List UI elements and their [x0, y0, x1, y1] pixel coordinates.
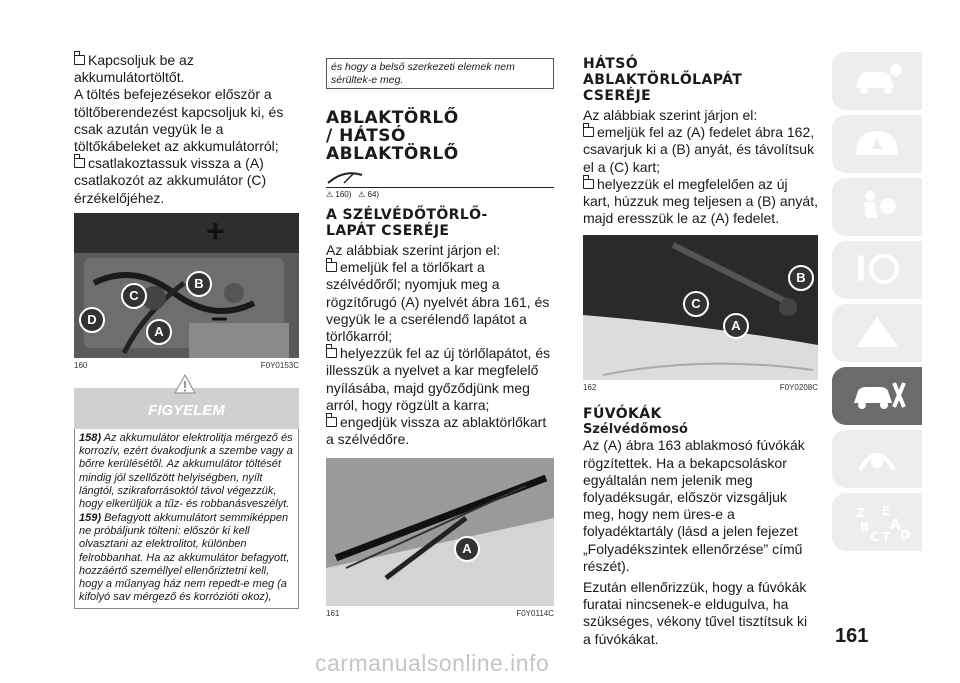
wiper-icon: [326, 167, 366, 187]
callout-a: A: [454, 536, 480, 562]
warning-triangle-icon: ⚠: [358, 190, 366, 199]
svg-text:C: C: [870, 530, 879, 543]
section-title-wipers: ABLAKTÖRLŐ / HÁTSÓ ABLAKTÖRLŐ: [326, 108, 459, 164]
svg-text:D: D: [900, 528, 910, 542]
figure-number: 161: [326, 609, 340, 619]
multimedia-icon: [852, 440, 902, 476]
column-1: [74, 52, 299, 609]
page-number: 161: [835, 625, 869, 647]
paragraph: Az (A) ábra 163 ablakmosó fúvókák rögzítettek. Ha a bekapcsoláskor egyáltalán nem jelenik meg folyadéksugár, először vizsgáljuk meg, hogy nem üres-e a folyadéktartály (lásd a jelen fejezet „Folyadékszintek ellenőrzése” című részét).: [583, 437, 805, 574]
subsection-title-washer: Szélvédőmosó: [583, 422, 688, 438]
tab-multimedia[interactable]: [832, 430, 922, 488]
figure-162-image: [583, 235, 818, 380]
callout-c: C: [121, 283, 147, 309]
figure-161-caption: [326, 609, 554, 618]
figure-number: 160: [74, 360, 88, 370]
warning-159: 159) Befagyott akkumulátort semmiképpen ne próbáljunk tölteni: először ki kell olvasztani az elektrolitot, különben felrobbanhat. Ha az akkumulátor befagyott, hozzáértő személlyel ellenőriztetni kell, hogy a műanyag ház nem repedt-e meg (a kifolyó sav mérgező és korrózióti okoz),: [79, 511, 290, 604]
continued-note: és hogy a belső szerkezeti elemek nem sérültek-e meg.: [326, 58, 554, 89]
callout-a: A: [146, 319, 172, 345]
callout-b: B: [186, 271, 212, 297]
warning-triangle-icon: ⚠: [326, 190, 334, 199]
tab-car-info[interactable]: [832, 52, 922, 110]
warning-triangle-icon: [174, 374, 196, 394]
warning-body: [74, 429, 299, 609]
reference-icons: [326, 167, 554, 188]
svg-text:Z: Z: [856, 506, 865, 520]
section-title-nozzles: FÚVÓKÁK: [583, 406, 662, 423]
step-1: emeljük fel a törlőkart a szélvédőről; nyomjuk meg a rögzítőrugó (A) nyelvét ábra 161, és vegyük le a cserélendő lapátot a törlőkarról;: [326, 259, 550, 345]
paragraph: Ezután ellenőrizzük, hogy a fúvókák furatai nincsenek-e eldugulva, ha szükséges, vékony tűvel tisztítsuk ki a fúvókákat.: [583, 579, 808, 647]
section-title-rear-wiper: HÁTSÓ ABLAKTÖRLŐLAPÁT CSERÉJE: [583, 56, 743, 104]
callout-d: D: [79, 307, 105, 333]
warning-title: FIGYELEM: [148, 401, 225, 419]
bullet-icon: [326, 348, 337, 358]
road-warning-icon: [852, 314, 902, 350]
step-2: helyezzük el megfelelően az új kart, húzzuk meg teljesen a (B) anyát, majd eresszük le az (A) fedelet.: [583, 175, 818, 227]
paragraph-step: Kapcsoljuk be az akkumulátortöltőt.: [74, 52, 194, 86]
figure-160-caption: [74, 361, 299, 370]
tab-maintenance[interactable]: [832, 367, 922, 425]
warning-header: [74, 388, 299, 429]
svg-text:T: T: [882, 530, 891, 543]
car-info-icon: [852, 62, 902, 98]
reference-numbers: ⚠ 160) ⚠ 64): [326, 190, 380, 199]
minus-sign: –: [211, 300, 228, 334]
tab-index[interactable]: [832, 493, 922, 551]
airbag-seat-icon: [852, 188, 902, 224]
svg-text:B: B: [860, 520, 870, 534]
tab-driving[interactable]: [832, 241, 922, 299]
watermark: carmanualsonline.info: [315, 650, 550, 676]
tab-dashboard[interactable]: [832, 115, 922, 173]
index-letters-icon: [852, 503, 912, 543]
warning-158: 158) Az akkumulátor elektrolitja mérgező és korrozív, ezért óvakodjunk a szembe vagy a bőrre kerülésétől. Az akkumulátor töltését mindig jól szellőzött helyiségben, nyílt lángtól, szikraforrásoktól távol végezzük, hogy elkerüljük a tűz- és robbanásveszélyt.: [79, 431, 293, 511]
figure-code: F0Y0153C: [260, 360, 299, 370]
tab-safety[interactable]: [832, 178, 922, 236]
bullet-icon: [326, 417, 337, 427]
plus-sign: +: [206, 212, 225, 249]
dashboard-warning-icon: [852, 125, 902, 161]
step-1: emeljük fel az (A) fedelet ábra 162, csavarjuk ki a (B) anyát, és távolítsuk el a (C) kart;: [583, 124, 815, 175]
bullet-icon: [74, 55, 85, 65]
paragraph-step: csatlakoztassuk vissza a (A) csatlakozót az akkumulátor (C) érzékelőjéhez.: [74, 155, 267, 206]
column-3: [583, 56, 818, 648]
figure-number: 162: [583, 383, 597, 393]
column-2: [326, 58, 554, 618]
figure-160-image: [74, 213, 299, 358]
subsection-title-windshield: A SZÉLVÉDŐTÖRLŐ- LAPÁT CSERÉJE: [326, 207, 488, 239]
car-maintenance-icon: [852, 377, 908, 413]
bullet-icon: [583, 127, 594, 137]
bullet-icon: [74, 158, 85, 168]
figure-161-image: [326, 458, 554, 606]
callout-c: C: [683, 291, 709, 317]
svg-text:E: E: [882, 504, 891, 518]
intro-text: Az alábbiak szerint járjon el:: [326, 242, 501, 258]
callout-b: B: [788, 265, 814, 291]
figure-code: F0Y0208C: [779, 383, 818, 393]
svg-text:A: A: [890, 517, 901, 533]
wiper-blade-photo: [326, 458, 554, 606]
step-2: helyezzük fel az új törlőlapátot, és illesszük a nyelvet a kar megfelelő nyílásába, majd győződjünk meg arról, hogy rögzült a karra;: [326, 345, 551, 413]
warning-box: [74, 388, 299, 609]
bullet-icon: [583, 179, 594, 189]
chapter-sidebar: [824, 52, 934, 556]
figure-code: F0Y0114C: [516, 609, 554, 619]
step-3: engedjük vissza az ablaktörlőkart a szélvédőre.: [326, 414, 547, 448]
intro-text: Az alábbiak szerint járjon el:: [583, 107, 758, 123]
figure-162-caption: [583, 383, 818, 392]
key-steering-icon: [852, 251, 902, 287]
callout-a: A: [723, 313, 749, 339]
tab-emergency[interactable]: [832, 304, 922, 362]
paragraph: A töltés befejezésekor először a töltőberendezést kapcsoljuk ki, és csak azután vegyük le a töltőkábeleket az akkumulátorról;: [74, 86, 284, 155]
bullet-icon: [326, 262, 337, 272]
